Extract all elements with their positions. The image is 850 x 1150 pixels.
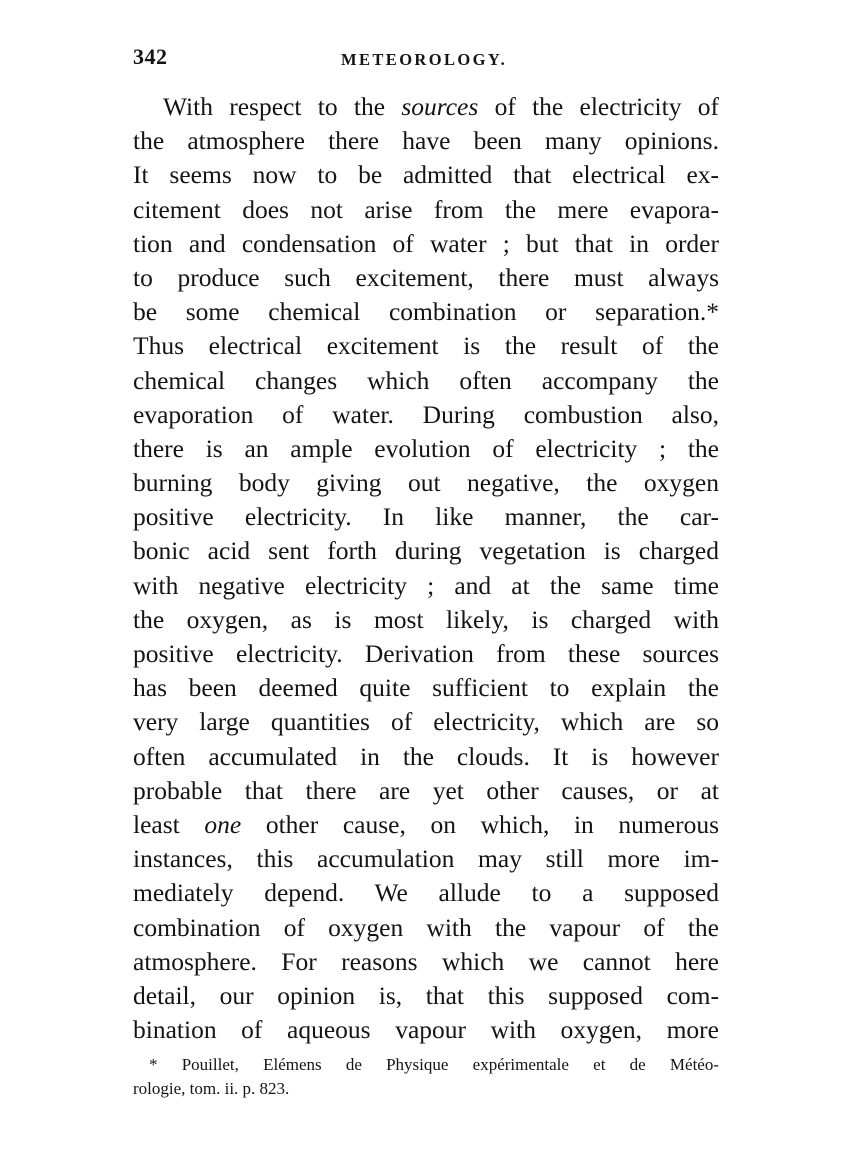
- text-line: probable that there are yet other causes, or at: [133, 775, 719, 805]
- text-line: chemical changes which often accompany the: [133, 365, 719, 395]
- text-line: bination of aqueous vapour with oxygen, more: [133, 1015, 719, 1045]
- text-line: With respect to the sources of the electricity of: [163, 92, 719, 121]
- text-line: combination of oxygen with the vapour of the: [133, 912, 719, 942]
- text-line: with negative electricity ; and at the same time: [133, 570, 719, 600]
- text-line: very large quantities of electricity, which are so: [133, 707, 719, 737]
- text-line: citement does not arise from the mere evapora-: [133, 194, 719, 224]
- footnote-line: * Pouillet, Elémens de Physique expérimentale et de Météo-: [149, 1055, 719, 1074]
- text-line: least one other cause, on which, in numerous: [133, 809, 720, 839]
- text-line: atmosphere. For reasons which we cannot here: [133, 946, 719, 976]
- text-line: tion and condensation of water ; but that in order: [133, 228, 719, 258]
- footnote: [133, 1053, 719, 1101]
- text-line: bonic acid sent forth during vegetation is charged: [133, 536, 719, 566]
- body-text: [133, 90, 719, 1047]
- text-line: the oxygen, as is most likely, is charged with: [133, 604, 719, 634]
- text-line: the atmosphere there have been many opinions.: [133, 126, 719, 156]
- running-head: METEOROLOGY.: [341, 50, 508, 69]
- footnote-line: rologie, tom. ii. p. 823.: [133, 1079, 290, 1098]
- text-line: often accumulated in the clouds. It is however: [133, 741, 719, 771]
- text-line: there is an ample evolution of electricity ; the: [133, 433, 719, 463]
- text-line: Thus electrical excitement is the result of the: [133, 331, 719, 361]
- text-line: positive electricity. Derivation from these sources: [133, 639, 719, 668]
- text-line: detail, our opinion is, that this supposed com-: [133, 980, 719, 1010]
- text-line: evaporation of water. During combustion also,: [133, 399, 719, 429]
- text-line: positive electricity. In like manner, the car-: [133, 502, 719, 532]
- text-line: burning body giving out negative, the oxygen: [133, 468, 719, 498]
- text-line: has been deemed quite sufficient to explain the: [133, 673, 719, 703]
- text-line: mediately depend. We allude to a supposed: [133, 878, 719, 908]
- text-line: to produce such excitement, there must always: [133, 262, 719, 292]
- text-line: instances, this accumulation may still more im-: [133, 844, 719, 874]
- page-header: [133, 44, 718, 76]
- text-line: It seems now to be admitted that electrical ex-: [133, 160, 719, 190]
- text-line: be some chemical combination or separation.*: [133, 297, 719, 327]
- page-number: 342: [133, 44, 168, 69]
